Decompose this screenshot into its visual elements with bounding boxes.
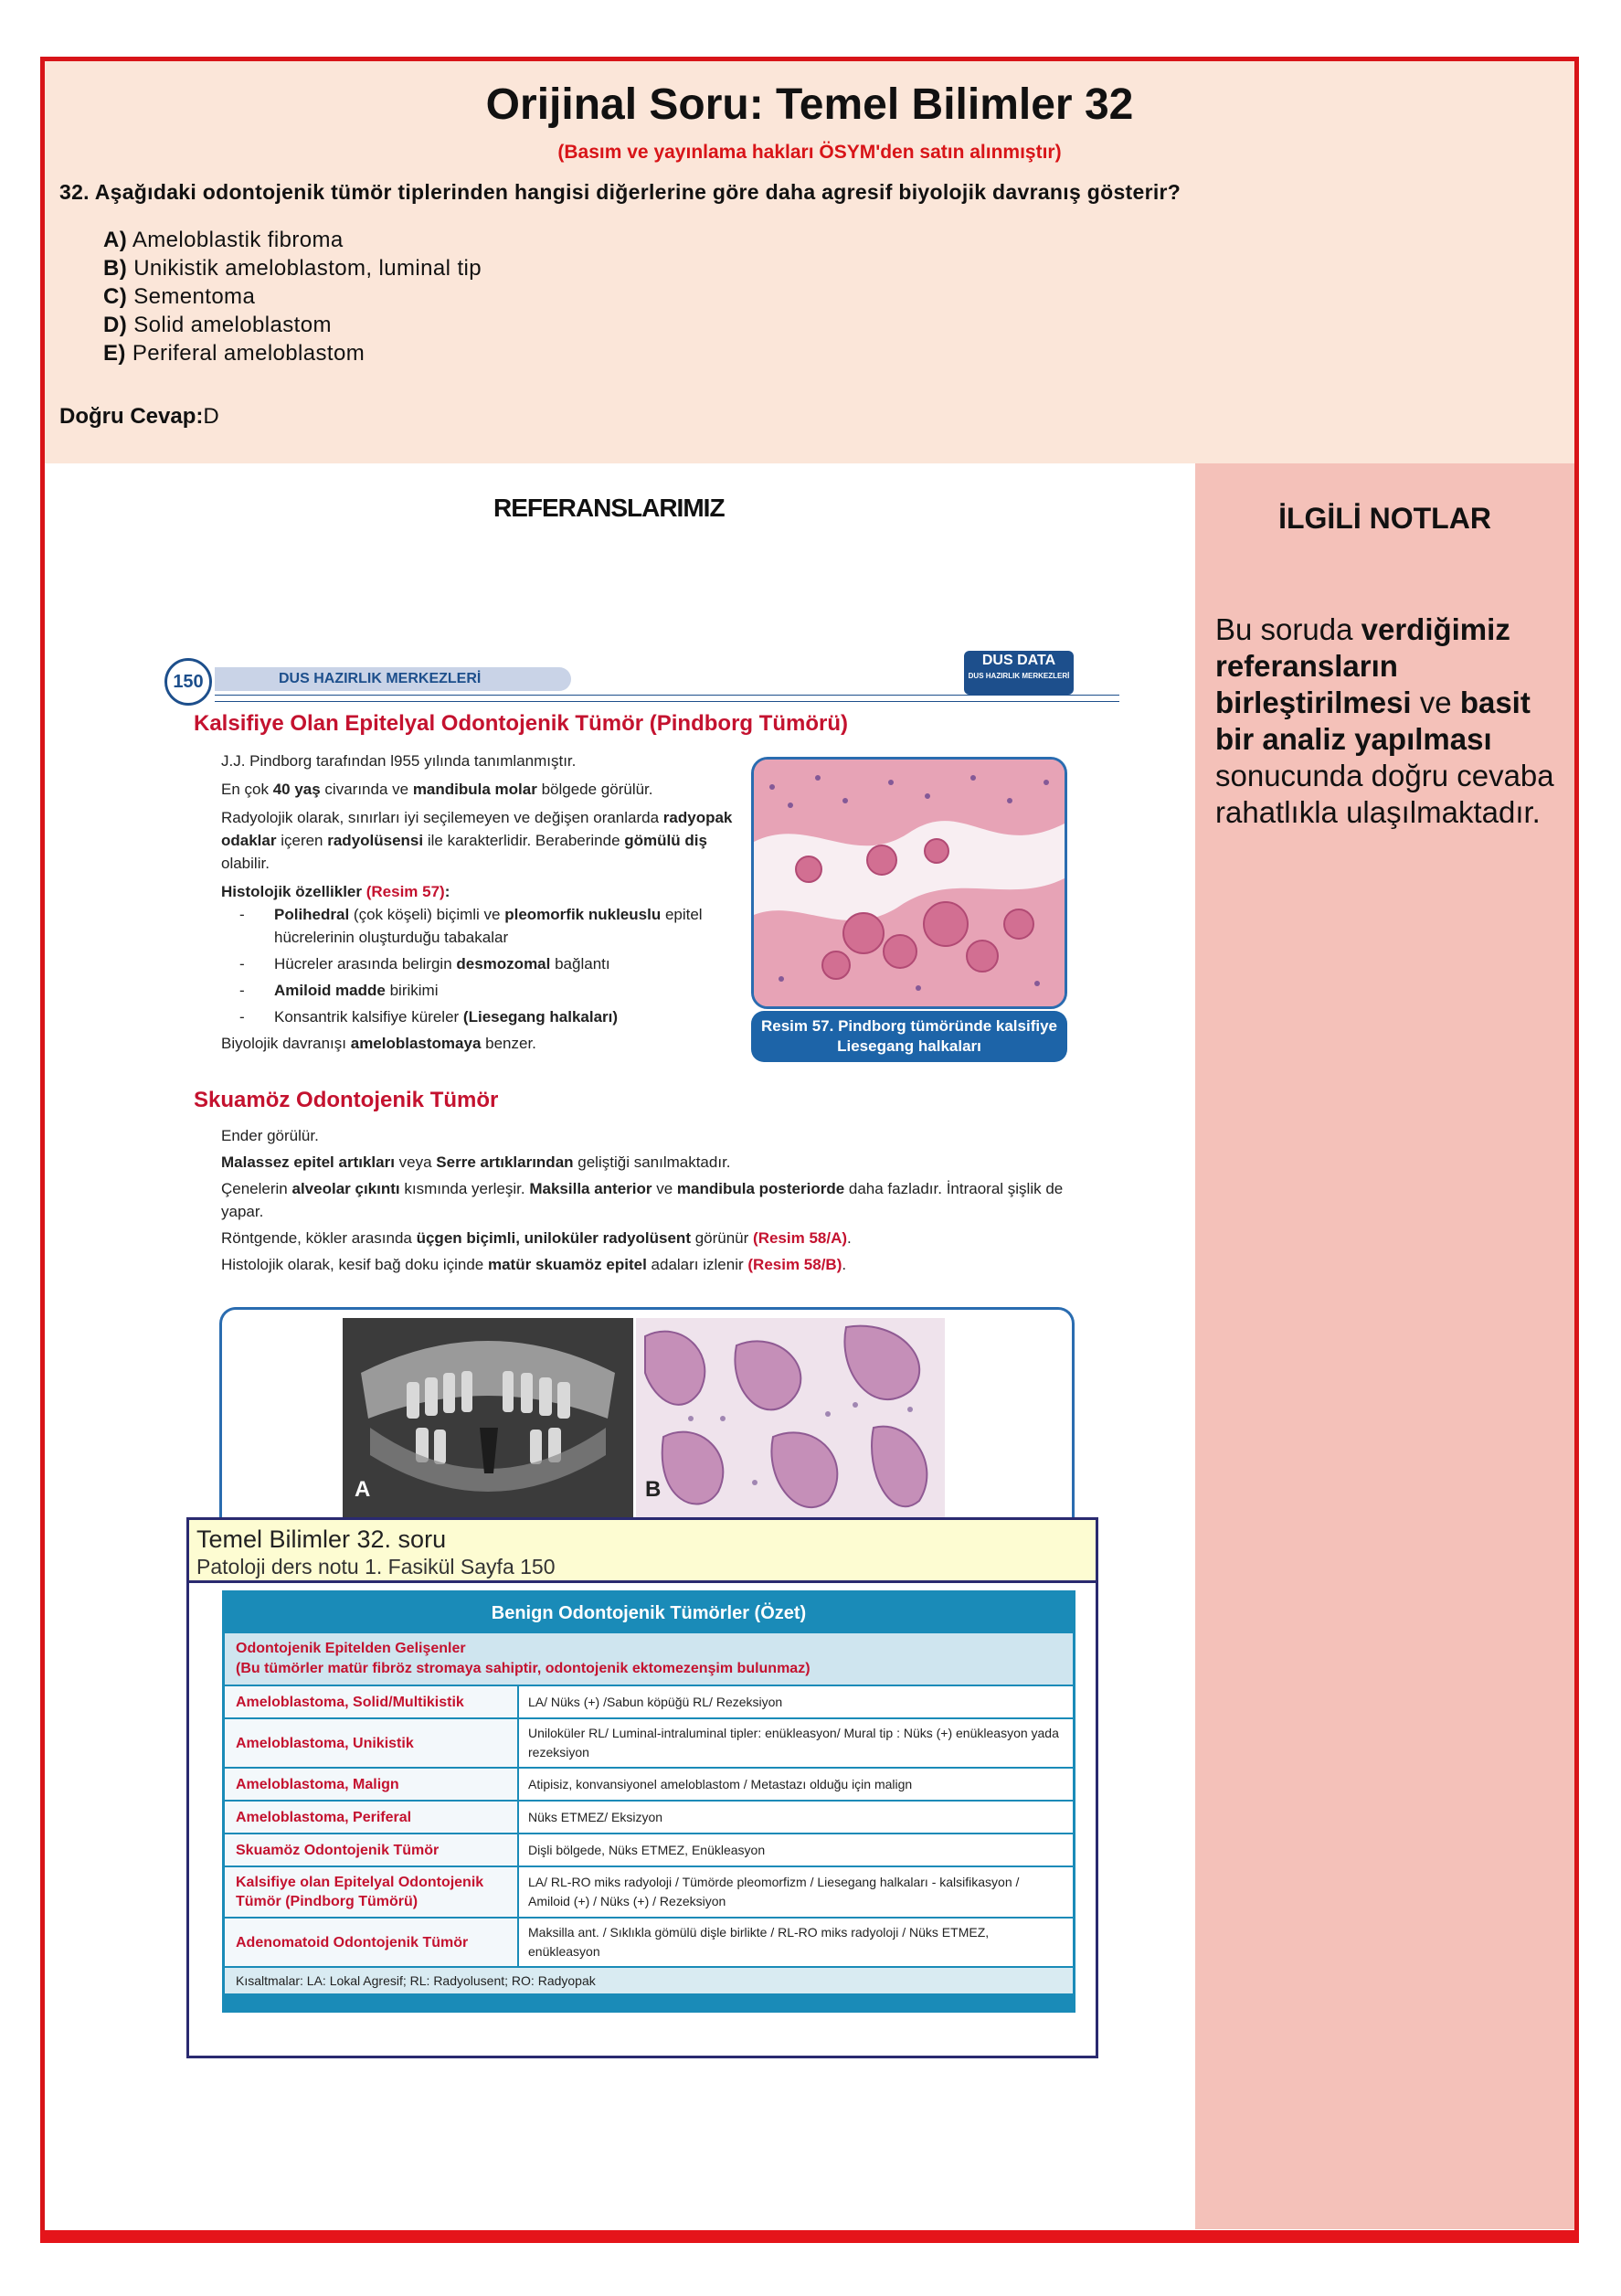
rights-notice: (Basım ve yayınlama hakları ÖSYM'den satın alınmıştır) xyxy=(557,142,1062,163)
book-header: DUS HAZIRLIK MERKEZLERİ xyxy=(215,667,571,691)
summary-table xyxy=(222,1590,1075,2013)
option-e: E) Periferal ameloblastom xyxy=(103,341,366,366)
table-footer: Kısaltmalar: LA: Lokal Agresif; RL: Radyolusent; RO: Radyopak xyxy=(225,1966,1073,1993)
question-title: Orijinal Soru: Temel Bilimler 32 xyxy=(485,80,1134,129)
table-row: Ameloblastoma, Solid/Multikistik LA/ Nüks (+) /Sabun köpüğü RL/ Rezeksiyon xyxy=(225,1685,1073,1717)
summary-table-frame xyxy=(186,1583,1098,2058)
figure-57-caption: Resim 57. Pindborg tümöründe kalsifiye Liesegang halkaları xyxy=(751,1011,1067,1062)
table-row: Ameloblastoma, Malign Atipisiz, konvansiyonel ameloblastom / Metastazı olduğu için malign xyxy=(225,1767,1073,1800)
histology-image-58b xyxy=(636,1318,945,1517)
image-label-a: A xyxy=(355,1477,371,1502)
section-title-pindborg: Kalsifiye Olan Epitelyal Odontojenik Tümör (Pindborg Tümörü) xyxy=(194,711,849,736)
pindborg-text: J.J. Pindborg tarafından l955 yılında tanımlanmıştır. En çok 40 yaş civarında ve mandibula molar bölgede görülür. Radyolojik olarak, sınırları iyi seçilemeyen ve değişen oranlarda radyopak odaklar içeren radyolüsensi ile karakterlidir. Beraberinde gömülü diş olabilir. Histolojik özellikler (Resim 57): - Polihedral (çok köşeli) biçimli ve pleomorfik nukleuslu epitel hücrelerinin oluşturduğu tabakalar - Hücreler arasında belirgin desmozomal bağlantı - Amiloid madde birikimi - Konsantrik kalsifiye küreler (Liesegang halkaları) Biyolojik davranışı ameloblastomaya benzer. xyxy=(221,749,751,1055)
question-text: 32. Aşağıdaki odontojenik tümör tiplerinden hangisi diğerlerine göre daha agresif biyolojik davranış gösterir? xyxy=(59,180,1181,204)
panoramic-xray-image xyxy=(343,1318,633,1517)
section-title-squamous: Skuamöz Odontojenik Tümör xyxy=(194,1088,499,1112)
book-page-scan xyxy=(64,594,1188,1517)
table-row: Skuamöz Odontojenik Tümör Dişli bölgede, Nüks ETMEZ, Enükleasyon xyxy=(225,1833,1073,1866)
table-bottom-bar xyxy=(225,1993,1073,2010)
notes-body: Bu soruda verdiğimiz referansların birleştirilmesi ve basit bir analiz yapılması sonucunda doğru cevaba rahatlıkla ulaşılmaktadır. xyxy=(1215,612,1554,829)
notes-panel xyxy=(1195,463,1574,2229)
option-d: D) Solid ameloblastom xyxy=(103,313,332,337)
table-row: Ameloblastoma, Unikistik Uniloküler RL/ Luminal-intraluminal tipler: enükleasyon/ Mural tip : Nüks (+) enükleasyon yada rezeksiyon xyxy=(225,1717,1073,1767)
table-row: Kalsifiye olan Epitelyal Odontojenik Tümör (Pindborg Tümörü) LA/ RL-RO miks radyoloji / Tümörde pleomorfizm / Liesegang halkaları - kalsifikasyon / Amiloid (+) / Nüks (+) / Rezeksiyon xyxy=(225,1866,1073,1917)
table-subheader: Odontojenik Epitelden Gelişenler (Bu tümörler matür fibröz stromaya sahiptir, odontojenik ektomezenşim bulunmaz) xyxy=(225,1633,1073,1685)
option-c: C) Sementoma xyxy=(103,284,256,309)
header-lines xyxy=(215,695,1119,702)
reference-caption xyxy=(186,1517,1098,1583)
table-row: Ameloblastoma, Periferal Nüks ETMEZ/ Eksizyon xyxy=(225,1800,1073,1833)
correct-answer: Doğru Cevap:D xyxy=(59,404,219,429)
references-title: REFERANSLARIMIZ xyxy=(493,494,725,522)
options-list xyxy=(103,226,482,367)
caption-line-1: Temel Bilimler 32. soru xyxy=(196,1525,447,1553)
option-b: B) Unikistik ameloblastom, luminal tip xyxy=(103,256,482,281)
squamous-text: Ender görülür. Malassez epitel artıkları veya Serre artıklarından geliştiği sanılmaktadır. Çenelerin alveolar çıkıntı kısmında yerleşir. Maksilla anterior ve mandibula posteriorde daha fazladır. İntraoral şişlik de yapar. Röntgende, kökler arasında üçgen biçimli, uniloküler radyolüsent görünür (Resim 58/A). Histolojik olarak, kesif bağ doku içinde matür skuamöz epitel adaları izlenir (Resim 58/B). xyxy=(221,1127,1064,1273)
question-box xyxy=(45,61,1574,463)
table-row: Adenomatoid Odontojenik Tümör Maksilla ant. / Sıklıkla gömülü dişle birlikte / RL-RO miks radyoloji / Nüks ETMEZ, enükleasyon xyxy=(225,1917,1073,1966)
table-title: Benign Odontojenik Tümörler (Özet) xyxy=(225,1593,1073,1633)
option-a: A) Ameloblastik fibroma xyxy=(103,228,344,252)
caption-line-2: Patoloji ders notu 1. Fasikül Sayfa 150 xyxy=(196,1555,556,1578)
bottom-red-bar xyxy=(40,2230,1579,2243)
page-number: 150 xyxy=(164,658,212,706)
dusdata-logo: DUS DATA DUS HAZIRLIK MERKEZLERİ xyxy=(964,651,1074,695)
notes-title: İLGİLİ NOTLAR xyxy=(1278,502,1491,535)
image-label-b: B xyxy=(645,1477,662,1502)
histology-image-57 xyxy=(751,757,1067,1009)
